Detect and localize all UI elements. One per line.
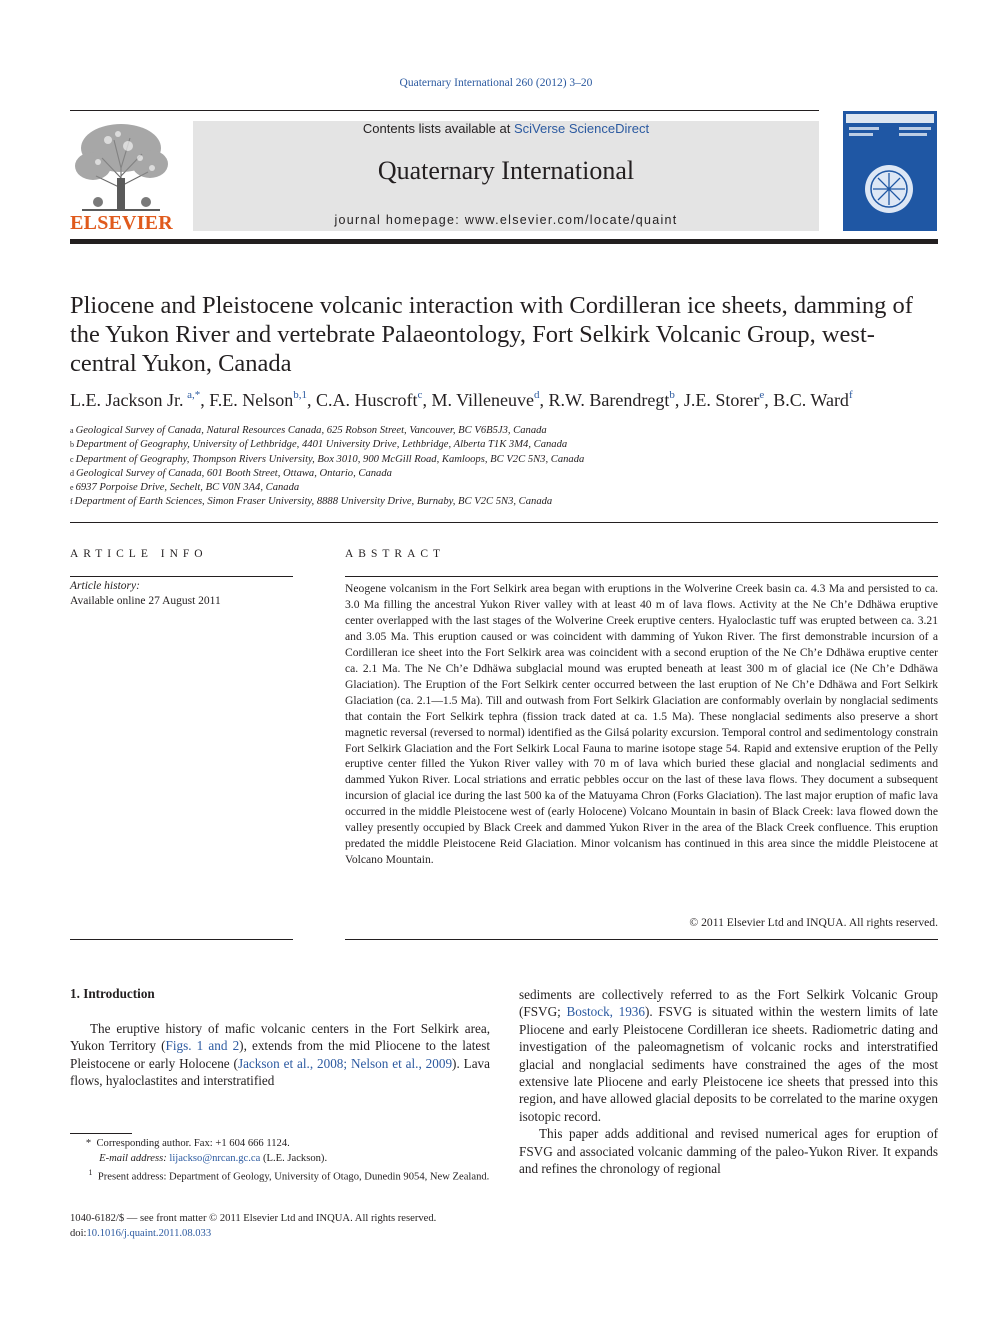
- footnote-text: Corresponding author. Fax: +1 604 666 1124.: [96, 1138, 290, 1149]
- header-divider: [70, 110, 819, 111]
- sciencedirect-link[interactable]: SciVerse ScienceDirect: [513, 121, 650, 136]
- article-info-rule: [70, 576, 293, 577]
- author-name[interactable]: R.W. Barendregt: [548, 390, 670, 410]
- affiliation-text: Department of Geography, Thompson Rivers University, Box 3010, 900 McGill Road, Kamloops, BC V2C 5N3, Canada: [75, 453, 585, 465]
- corresponding-author-note: * Corresponding author. Fax: +1 604 666 1124.: [70, 1138, 290, 1149]
- affiliation-item: [70, 453, 940, 467]
- elsevier-wordmark: ELSEVIER: [70, 212, 173, 234]
- affiliation-text: Geological Survey of Canada, 601 Booth Street, Ottawa, Ontario, Canada: [76, 467, 392, 479]
- affiliation-item: [70, 424, 940, 438]
- introduction-heading: 1. Introduction: [70, 986, 155, 1001]
- affiliation-item: [70, 467, 940, 481]
- affiliation-list: [70, 424, 940, 510]
- email-note: [70, 1152, 490, 1167]
- author-affil-marker[interactable]: b,1: [293, 389, 308, 401]
- author-name[interactable]: J.E. Storer: [683, 390, 760, 410]
- author-name[interactable]: B.C. Ward: [773, 390, 849, 410]
- abstract-rule: [345, 576, 938, 577]
- doi-line: [70, 1227, 510, 1242]
- affiliation-key: f: [70, 497, 73, 507]
- article-history-value: Available online 27 August 2011: [70, 595, 221, 607]
- author-affil-marker[interactable]: c: [417, 389, 423, 401]
- email-link[interactable]: lijackso@nrcan.gc.ca: [169, 1152, 261, 1164]
- journal-cover-thumbnail[interactable]: [843, 111, 937, 231]
- citation-reference-link[interactable]: Jackson et al., 2008; Nelson et al., 2009: [237, 1055, 453, 1071]
- affiliation-key: e: [70, 483, 74, 493]
- header-thick-rule: [70, 239, 938, 244]
- author-affil-marker[interactable]: a,*: [187, 389, 201, 401]
- intro-text: ), extends from the mid Pliocene to the latest Pleistocene or early Holocene (: [70, 1038, 491, 1071]
- article-title: Pliocene and Pleistocene volcanic interaction with Cordilleran ice sheets, damming of the Yukon River and vertebrate Palaeontology, Fort Selkirk Volcanic Group, west-central Yukon, Canada: [70, 292, 913, 377]
- contents-prefix: Contents lists available at: [362, 121, 514, 136]
- intro-text: The eruptive history of mafic volcanic centers in the Fort Selkirk area, Yukon Territory (: [70, 1021, 490, 1054]
- intro-column-right: [519, 986, 938, 1177]
- issn-line: 1040-6182/$ — see front matter © 2011 Elsevier Ltd and INQUA. All rights reserved.: [70, 1213, 437, 1224]
- affiliation-text: Department of Geography, University of Lethbridge, 4401 University Drive, Lethbridge, Alberta T1K 3M4, Canada: [76, 439, 568, 451]
- citation-reference-link[interactable]: Bostock, 1936: [566, 1004, 645, 1020]
- email-label: E-mail address:: [99, 1152, 170, 1164]
- abstract-text: Neogene volcanism in the Fort Selkirk area began with eruptions in the Wolverine Creek basin ca. 4.3 Ma and persisted to ca. 3.0 Ma filling the ancestral Yukon River valley with at least 40 m of lava flows. Activity at the Ne Ch’e Ddhäwa eruptive center overlapped with the last stages of the Wolverine Creek eruptive centers. Hyaloclastic tuff was erupted between ca. 3.21 and 3.05 Ma. This eruption caused or was coincident with damming of Yukon River. The first demonstrable incursion of a Cordilleran ice sheet into the Fort Selkirk area was coincident with a second eruption of the Ne Ch’e Ddhäwa eruptive center ca. 2.1 Ma. The Ne Ch’e Ddhäwa subglacial mound was erupted beneath at least 300 m of glacial ice (Ne Ch’e Ddhäwa Glaciation). The Eruption of the Fort Selkirk center occurred between the last eruption of Ne Ch’e Ddhäwa and Fort Selkirk Glaciation (ca. 2.1—1.5 Ma). Till and outwash from Fort Selkirk Glaciation are conformably overlain by nonglacial sediments that contain the Fort Selkirk tephra (fission track dated at ca. 1.5 Ma). These nonglacial sediments also preserve a short magnetic reversal (reversed to normal) identified as the Gilsá polarity excursion. Temporal control and sedimentology constrain Fort Selkirk Glaciation and the Fort Selkirk Local Fauna to marine isotope stage 54. Rapid and extensive eruption of the Pelly eruptive center filled the Yukon River valley with 70 m of lava which buried these glacial and nonglacial sediments and dammed Yukon River. Local striations and erratic pebbles occur on the last of these lava flows. They document a subsequent incursion of glacial ice during the last 500 ka of the Matuyama Chron (Forks Glaciation). The last major eruption of mafic lava occurred in the middle Pleistocene west of (early Holocene) Volcano Mountain in basin of Black Creek: lava flowed down the valley presently occupied by Black Creek and dammed Yukon River in the area of the Black Creek confluence. This eruption predated the middle Pleistocene Reid Glaciation. Minor volcanism has continued in this area since the middle Pleistocene at Volcano Mountain.: [345, 582, 938, 867]
- author-affil-marker[interactable]: e: [759, 389, 765, 401]
- footnote-text: (L.E. Jackson).: [260, 1152, 328, 1164]
- journal-citation[interactable]: Quaternary International 260 (2012) 3–20: [399, 77, 593, 89]
- author-affil-marker[interactable]: b: [669, 389, 675, 401]
- author-name[interactable]: C.A. Huscroft: [316, 390, 418, 410]
- abstract-copyright: © 2011 Elsevier Ltd and INQUA. All rights reserved.: [689, 916, 938, 929]
- figure-reference-link[interactable]: Figs. 1 and 2: [165, 1038, 240, 1054]
- affiliation-item: [70, 481, 940, 495]
- affiliation-text: Geological Survey of Canada, Natural Resources Canada, 625 Robson Street, Vancouver, BC V6B5J3, Canada: [75, 425, 547, 436]
- article-history-label: Article history:: [70, 580, 140, 592]
- author-name[interactable]: M. Villeneuve: [431, 390, 535, 410]
- intro-text: ). Lava flows, hyaloclastites and interstratified: [70, 1055, 490, 1089]
- author-affil-marker[interactable]: d: [534, 389, 540, 401]
- author-affil-marker[interactable]: f: [848, 389, 853, 401]
- affiliation-text: 6937 Porpoise Drive, Sechelt, BC V0N 3A4, Canada: [75, 482, 300, 494]
- author-name[interactable]: L.E. Jackson Jr.: [70, 390, 184, 410]
- footnote-text: Present address: Department of Geology, University of Otago, Dunedin 9054, New Zealand.: [97, 1171, 490, 1183]
- doi-link[interactable]: 10.1016/j.quaint.2011.08.033: [86, 1227, 212, 1239]
- affiliation-key: d: [70, 468, 74, 478]
- author-list: L.E. Jackson Jr. $^{a,*}$, F.E. Nelson$^{b,1}$, C.A. Huscroft$^c$, M. Villeneuve$^d$, R.W. Barendregt$^b$, J.E. Storer$^e$, B.C. Ward$^f$: [70, 389, 853, 410]
- journal-title: Quaternary International: [377, 156, 635, 185]
- front-matter-footer: [70, 1212, 510, 1241]
- abstract-heading: ABSTRACT: [345, 548, 446, 560]
- article-info-heading: ARTICLE INFO: [70, 548, 208, 560]
- doi-label: doi:: [70, 1227, 87, 1239]
- contents-line: [193, 121, 819, 136]
- journal-homepage[interactable]: journal homepage: www.elsevier.com/locate/quaint: [334, 213, 678, 227]
- affiliation-key: a: [70, 426, 74, 435]
- footnote-rule: [70, 1133, 132, 1134]
- author-name[interactable]: F.E. Nelson: [209, 390, 294, 410]
- abstract-bottom-rule: [345, 939, 938, 940]
- intro-text: ). FSVG is situated within the western limits of late Pliocene and early Pleistocene Cordilleran ice sheets. Radiometric dating and investigation of the paleomagnetism of volcanic rocks and interstratified glacial and nonglacial sediments have constrained the ages of the most extensive late Pliocene and early Pleistocene ice sheets that pressed into this region, and have allowed glacial deposits to be correlated to the marine oxygen isotopic record.: [519, 1004, 939, 1124]
- affiliation-item: [70, 495, 940, 509]
- footnotes: [70, 1137, 490, 1185]
- affiliation-text: Department of Earth Sciences, Simon Fraser University, 8888 University Drive, Burnaby, BC V2C 5N3, Canada: [74, 496, 553, 508]
- article-info-bottom-rule: [70, 939, 293, 940]
- affiliation-item: [70, 438, 940, 452]
- intro-paragraph: This paper adds additional and revised numerical ages for eruption of FSVG and associated volcanic damming of the paleo-Yukon River. It expands and refines the chronology of regional: [519, 1126, 938, 1177]
- intro-paragraph-left: [70, 1020, 490, 1090]
- present-address-note: $^1$ Present address: Department of Geology, University of Otago, Dunedin 9054, New Zealand.: [88, 1168, 490, 1183]
- intro-text: sediments are collectively referred to as the Fort Selkirk Volcanic Group (FSVG;: [519, 987, 938, 1020]
- affiliation-key: b: [70, 440, 74, 450]
- section-divider: [70, 522, 938, 523]
- affiliation-key: c: [70, 454, 74, 464]
- intro-paragraph: [519, 986, 938, 1125]
